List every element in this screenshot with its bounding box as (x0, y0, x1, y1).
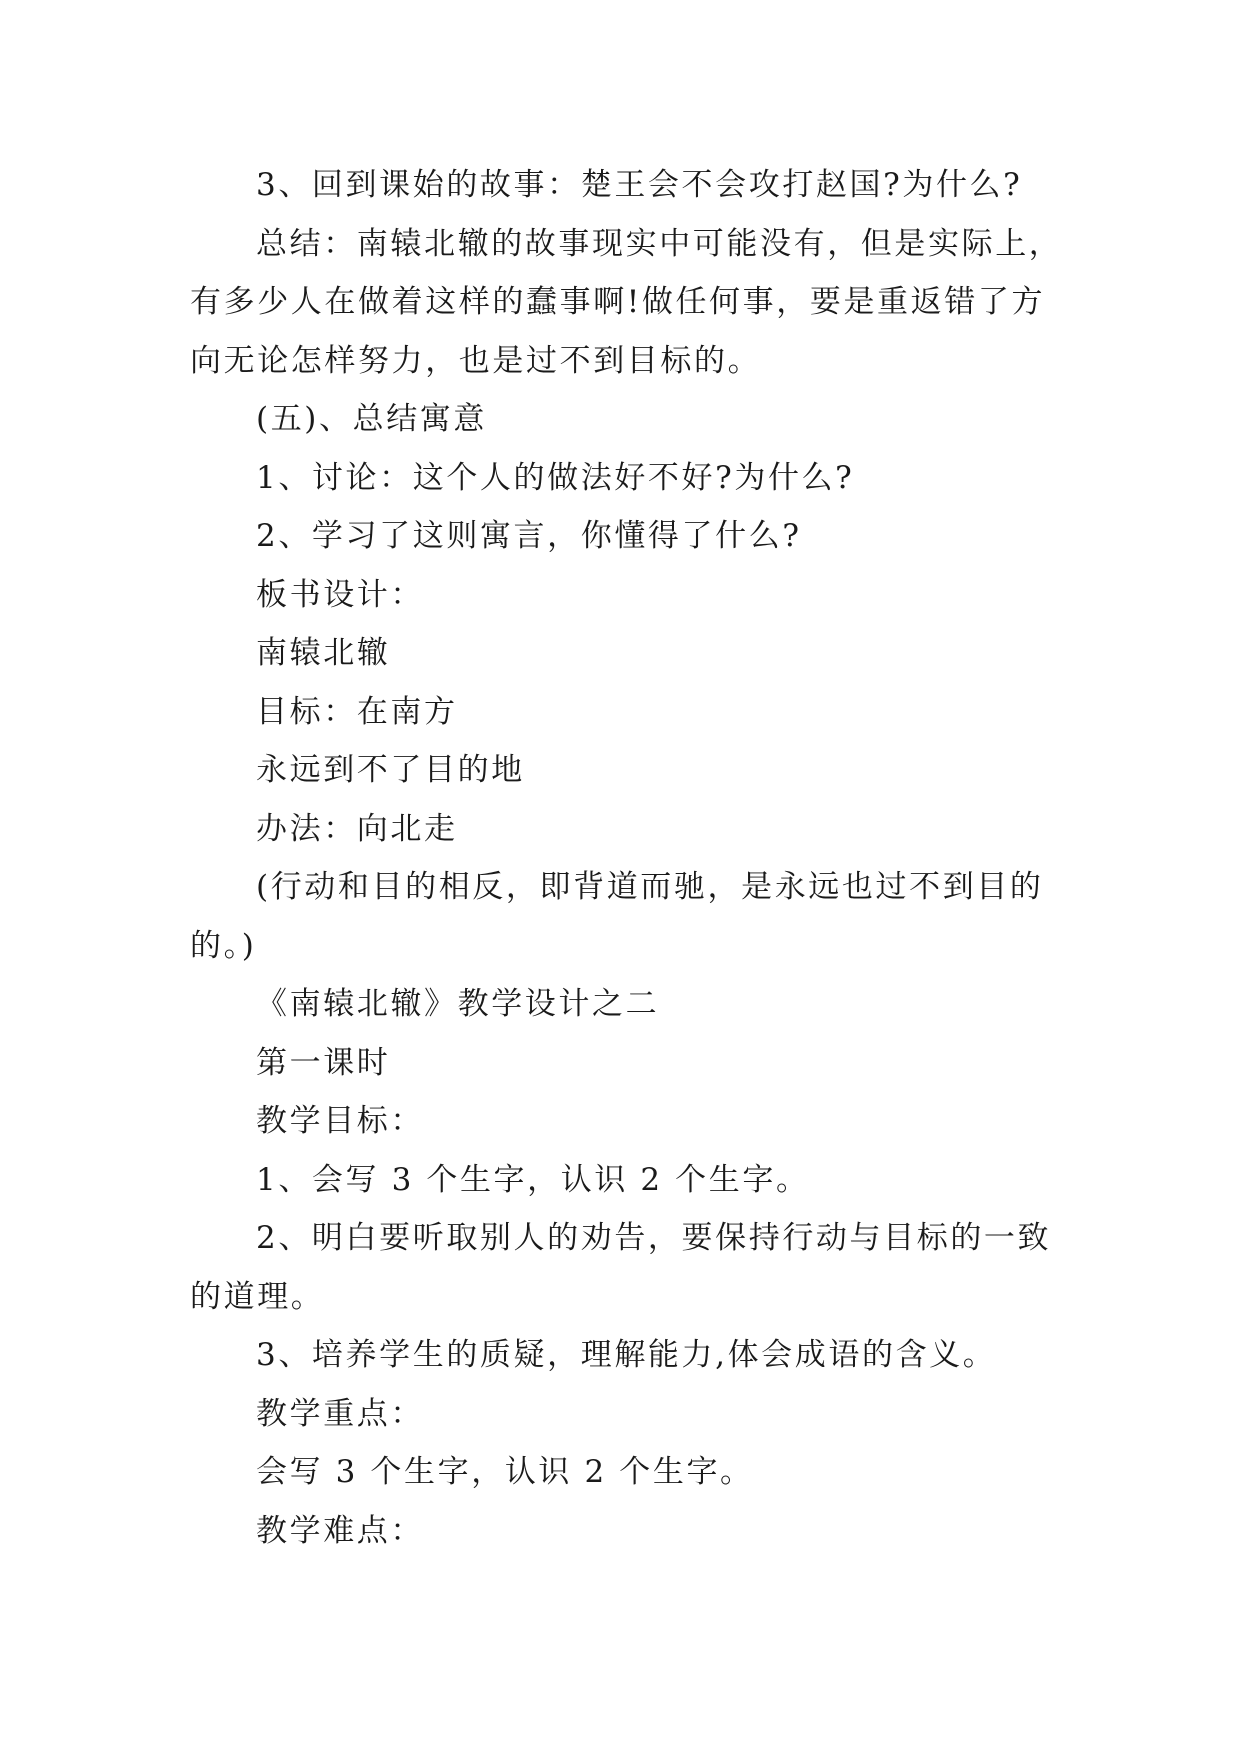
paragraph: 3、培养学生的质疑，理解能力,体会成语的含义。 (256, 1337, 997, 1373)
paragraph: (五)、总结寓意 (256, 401, 487, 437)
section-title: 《南辕北辙》教学设计之二 (256, 986, 660, 1022)
paragraph: 永远到不了目的地 (256, 752, 525, 788)
paragraph: 1、讨论：这个人的做法好不好?为什么? (256, 459, 855, 496)
paragraph: (行动和目的相反，即背道而驰，是永远也过不到目的的。) (190, 869, 1044, 964)
paragraph: 1、会写 3 个生字，认识 2 个生字。 (256, 1161, 810, 1198)
paragraph: 第一课时 (256, 1044, 391, 1081)
paragraph: 总结：南辕北辙的故事现实中可能没有，但是实际上，有多少人在做着这样的蠢事啊!做任何事，要是重返错了方向无论怎样努力，也是过不到目标的。 (190, 225, 1063, 379)
document-body (190, 156, 1070, 1560)
paragraph: 南辕北辙 (256, 635, 391, 671)
paragraph: 教学难点： (256, 1512, 424, 1549)
paragraph: 教学目标： (256, 1103, 424, 1139)
paragraph: 目标：在南方 (256, 693, 458, 730)
paragraph: 办法：向北走 (256, 810, 458, 847)
paragraph: 2、明白要听取别人的劝告，要保持行动与目标的一致的道理。 (190, 1220, 1052, 1315)
paragraph: 板书设计： (256, 576, 424, 613)
paragraph: 教学重点： (256, 1395, 424, 1432)
paragraph: 3、回到课始的故事：楚王会不会攻打赵国?为什么? (256, 167, 1023, 203)
paragraph: 会写 3 个生字，认识 2 个生字。 (256, 1454, 754, 1490)
paragraph: 2、学习了这则寓言，你懂得了什么? (256, 518, 802, 554)
